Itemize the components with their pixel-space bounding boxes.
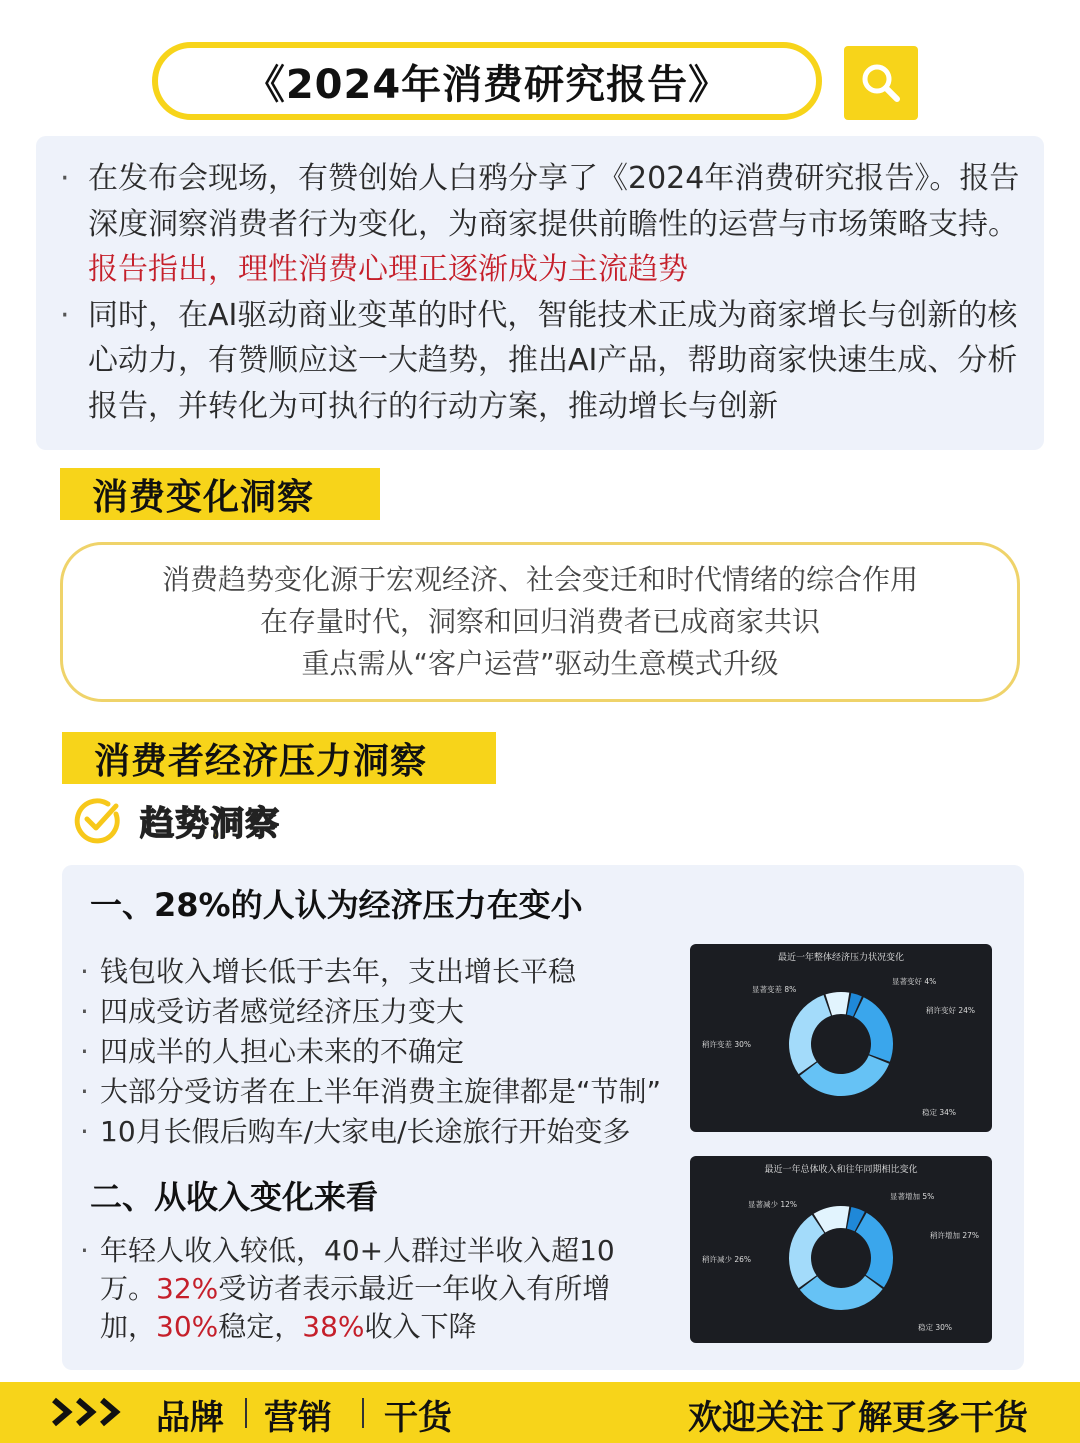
intro-paragraph-1: · 在发布会现场，有赞创始人白鸦分享了《2024年消费研究报告》。报告深度洞察消费者行为变化，为商家提供前瞻性的运营与市场策略支持。报告指出，理性消费心理正逐渐成为主流趋势 — [88, 156, 1026, 293]
donut-slice — [789, 995, 831, 1074]
footer-tag-marketing: 营销 — [264, 1398, 332, 1438]
footer-divider — [362, 1398, 364, 1428]
footer-tag-tips: 干货 — [384, 1398, 452, 1438]
intro-highlight: 报告指出，理性消费心理正逐渐成为主流趋势 — [88, 252, 688, 287]
list-item: · 10月长假后购车/大家电/长途旅行开始变多 — [100, 1112, 661, 1152]
chart-label: 稳定 30% — [918, 1323, 953, 1332]
subsection-title-1: 一、28%的人认为经济压力在变小 — [90, 886, 583, 924]
donut-slice — [856, 1213, 893, 1288]
income-increase-pct: 32% — [156, 1272, 219, 1305]
list-item: · 四成受访者感觉经济压力变大 — [100, 992, 661, 1032]
chart-label: 显著减少 12% — [748, 1200, 798, 1209]
chart-title: 最近一年整体经济压力状况变化 — [777, 953, 904, 963]
trend-insight-badge — [72, 795, 280, 845]
pressure-bullet-list — [100, 952, 661, 1152]
economic-pressure-donut-chart — [690, 944, 992, 1132]
list-item: · 四成半的人担心未来的不确定 — [100, 1032, 661, 1072]
donut-slice — [789, 1215, 824, 1288]
subsection-title-2: 二、从收入变化来看 — [90, 1178, 379, 1216]
donut-slice — [854, 997, 893, 1062]
chart-label: 显著变差 8% — [752, 985, 797, 994]
section-header-consumption-change: 消费变化洞察 — [60, 468, 380, 520]
summary-line: 重点需从“客户运营”驱动生意模式升级 — [301, 647, 779, 680]
intro-box — [36, 136, 1044, 450]
donut-slice — [800, 1276, 883, 1310]
footer-bar — [0, 1382, 1080, 1443]
search-button[interactable] — [844, 46, 918, 120]
consumption-summary-box — [60, 542, 1020, 702]
chart-label: 显著增加 5% — [890, 1192, 935, 1201]
triple-chevron-icon — [52, 1397, 128, 1427]
report-title: 《2024年消费研究报告》 — [244, 61, 730, 108]
footer-follow-text: 欢迎关注了解更多干货 — [688, 1398, 1028, 1438]
chart-label: 显著变好 4% — [892, 977, 937, 986]
income-paragraph: · 年轻人收入较低，40+人群过半收入超10万。32%受访者表示最近一年收入有所增加，30%稳定，38%收入下降 — [100, 1232, 640, 1346]
footer-divider — [245, 1398, 247, 1428]
intro-paragraph-2: · 同时，在AI驱动商业变革的时代，智能技术正成为商家增长与创新的核心动力，有赞顺应这一大趋势，推出AI产品，帮助商家快速生成、分析报告，并转化为可执行的行动方案，推动增长与创新 — [88, 293, 1026, 430]
income-decrease-pct: 38% — [302, 1310, 365, 1343]
chart-label: 稍许变好 24% — [926, 1006, 976, 1015]
section-header-economic-pressure: 消费者经济压力洞察 — [62, 732, 496, 784]
summary-line: 在存量时代，洞察和回归消费者已成商家共识 — [259, 605, 820, 638]
income-stable-pct: 30% — [156, 1310, 219, 1343]
income-change-donut-chart — [690, 1156, 992, 1343]
list-item: · 钱包收入增长低于去年，支出增长平稳 — [100, 952, 661, 992]
summary-line: 消费趋势变化源于宏观经济、社会变迁和时代情绪的综合作用 — [161, 563, 918, 596]
chart-title: 最近一年总体收入和往年同期相比变化 — [764, 1165, 918, 1175]
chart-label: 稍许变差 30% — [702, 1040, 752, 1049]
check-circle-icon — [72, 794, 124, 846]
report-title-pill — [152, 42, 822, 120]
search-icon — [859, 61, 903, 105]
list-item: · 大部分受访者在上半年消费主旋律都是“节制” — [100, 1072, 661, 1112]
footer-tag-brand: 品牌 — [156, 1398, 224, 1438]
chart-label: 稍许增加 27% — [930, 1231, 980, 1240]
chart-label: 稍许减少 26% — [702, 1255, 752, 1264]
trend-label: 趋势洞察 — [140, 803, 280, 844]
chart-label: 稳定 34% — [922, 1108, 957, 1117]
